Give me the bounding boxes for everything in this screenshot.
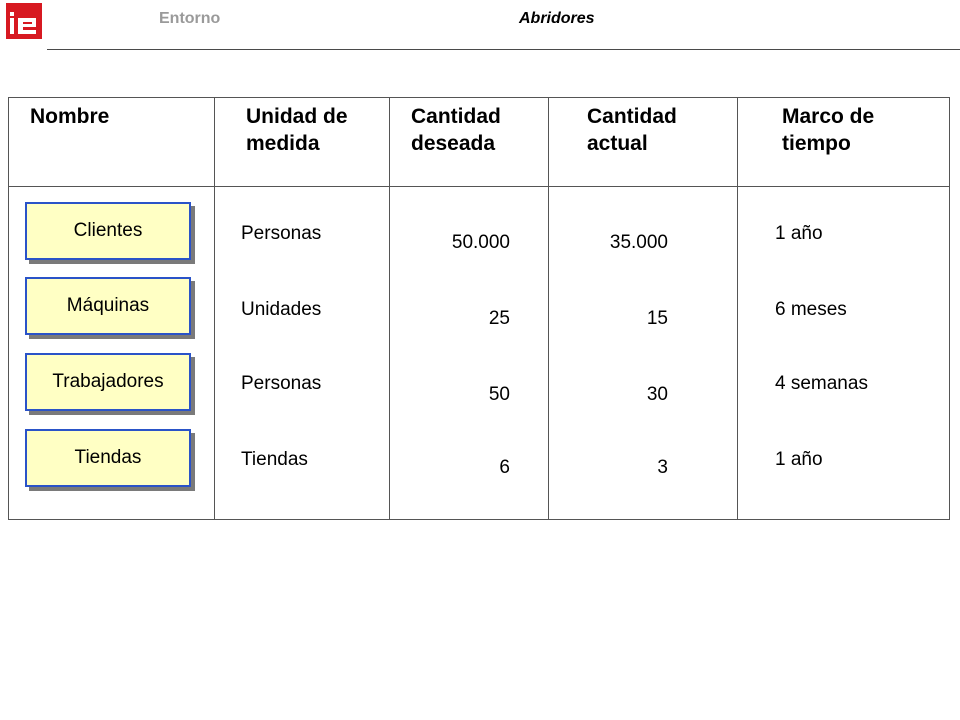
column-header-actual: Cantidad actual [587,105,677,155]
table-header-divider [8,186,950,187]
actual-quantity-cell: 30 [646,384,668,405]
timeframe-cell: 4 semanas [775,373,868,394]
ie-logo-icon [6,3,42,39]
unit-cell: Personas [241,223,322,244]
name-button-tiendas[interactable]: Tiendas [25,429,191,487]
brand-logo [6,3,42,39]
name-button-maquinas[interactable]: Máquinas [25,277,191,335]
section-label: Entorno [159,10,221,27]
column-divider [548,97,549,520]
actual-quantity-cell: 35.000 [609,232,668,253]
desired-quantity-cell: 50.000 [451,232,510,253]
desired-quantity-cell: 6 [499,457,510,478]
header-divider [47,49,960,50]
timeframe-cell: 1 año [775,449,823,470]
name-button-clientes[interactable]: Clientes [25,202,191,260]
desired-quantity-cell: 25 [488,308,510,329]
name-button-trabajadores[interactable]: Trabajadores [25,353,191,411]
column-header-nombre: Nombre [30,105,110,128]
column-divider [389,97,390,520]
unit-cell: Personas [241,373,322,394]
actual-quantity-cell: 3 [657,457,668,478]
actual-quantity-cell: 15 [646,308,668,329]
timeframe-cell: 1 año [775,223,823,244]
column-divider [737,97,738,520]
unit-cell: Tiendas [241,449,308,470]
desired-quantity-cell: 50 [488,384,510,405]
column-header-deseada: Cantidad deseada [411,105,501,155]
column-header-unidad: Unidad de medida [246,105,348,155]
page-title: Abridores [519,10,595,27]
unit-cell: Unidades [241,299,322,320]
column-header-tiempo: Marco de tiempo [782,105,875,155]
column-divider [214,97,215,520]
timeframe-cell: 6 meses [775,299,847,320]
